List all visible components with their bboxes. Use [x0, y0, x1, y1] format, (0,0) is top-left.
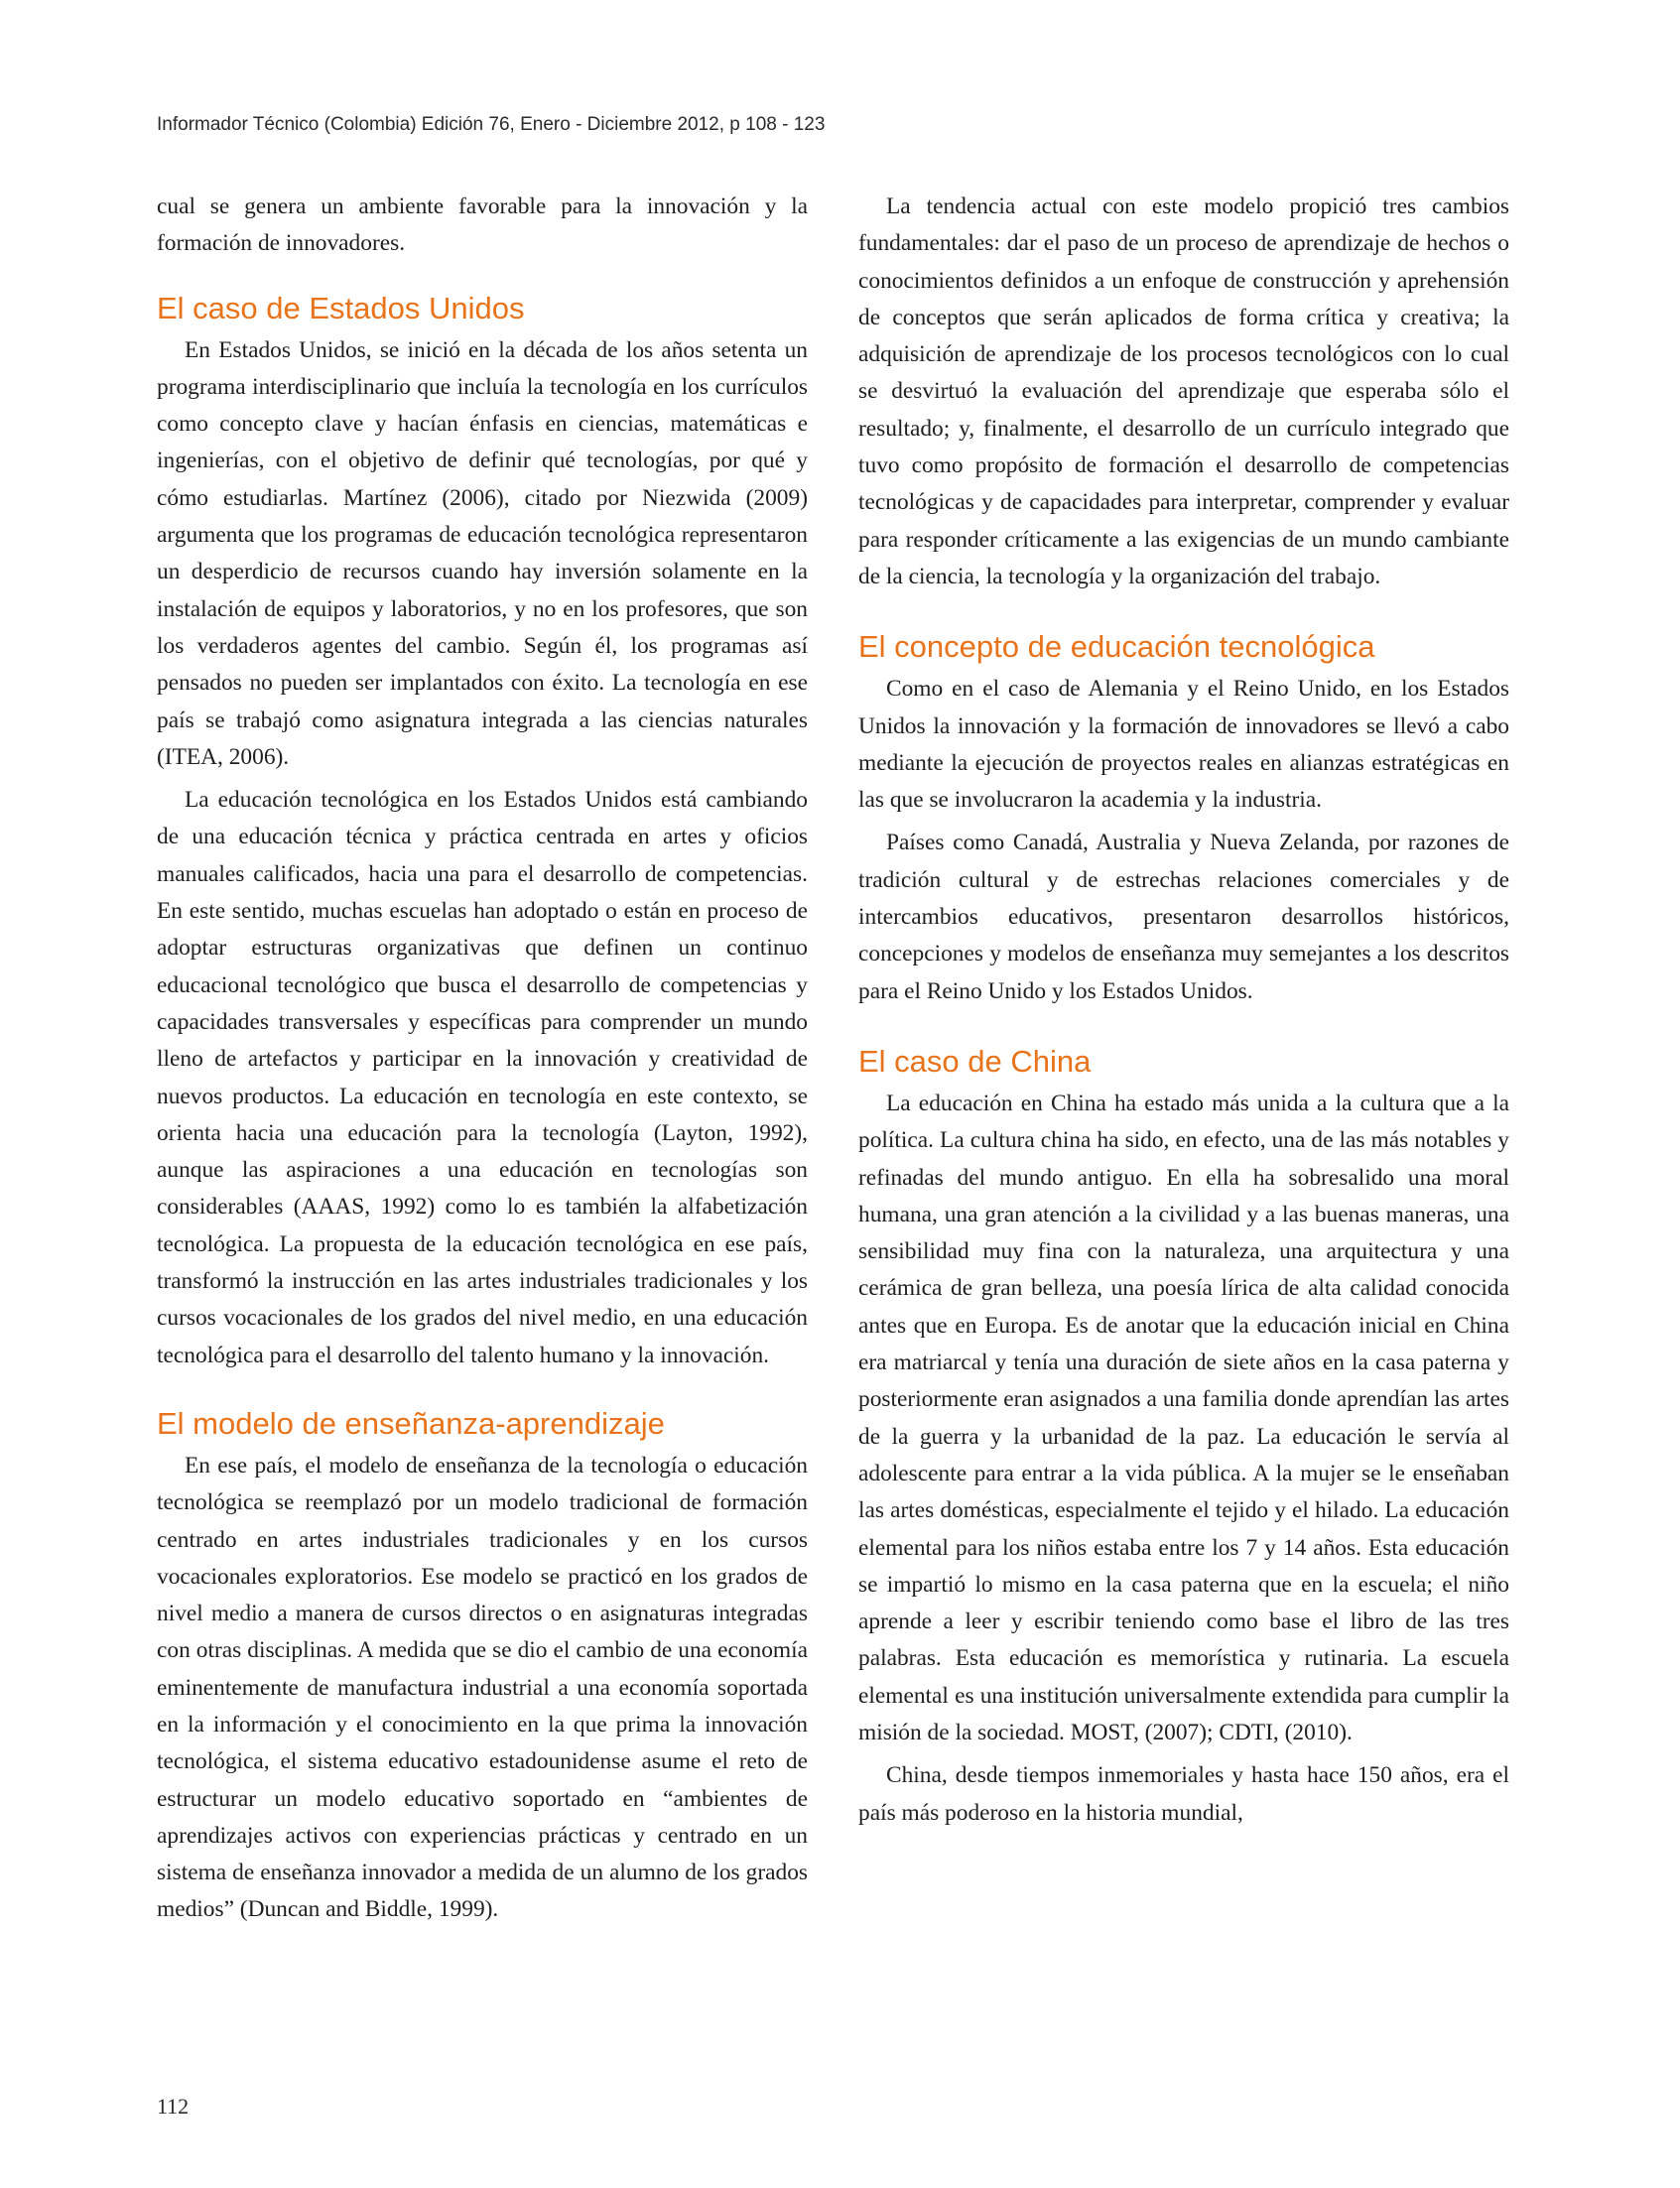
page-number: 112 [157, 2094, 190, 2119]
paragraph: La tendencia actual con este modelo propició tres cambios fundamentales: dar el paso de un proceso de aprendizaje de hechos o conocimientos definidos a un enfoque de construcción y aprehensión de conceptos que serán aplicados de forma crítica y creativa; la adquisición de aprendizaje de los procesos tecnológicos con lo cual se desvirtuó la evaluación del aprendizaje que esperaba sólo el resultado; y, finalmente, el desarrollo de un currículo integrado que tuvo como propósito de formación el desarrollo de competencias tecnológicas y de capacidades para interpretar, comprender y evaluar para responder críticamente a las exigencias de un mundo cambiante de la ciencia, la tecnología y la organización del trabajo. [858, 193, 1509, 589]
paragraph: cual se genera un ambiente favorable para la innovación y la formación de innovadores. [157, 193, 808, 257]
paragraph: Países como Canadá, Australia y Nueva Zelanda, por razones de tradición cultural y de estrechas relaciones comerciales y de intercambios educativos, presentaron desarrollos históricos, concepciones y modelos de enseñanza muy semejantes a los descritos para el Reino Unido y los Estados Unidos. [858, 830, 1509, 1004]
right-column [858, 189, 1509, 1832]
section-heading-estados-unidos: El caso de Estados Unidos [157, 290, 525, 325]
paragraph: Como en el caso de Alemania y el Reino Unido, en los Estados Unidos la innovación y la formación de innovadores se llevó a cabo mediante la ejecución de proyectos reales en alianzas estratégicas en las que se involucraron la academia y la industria. [858, 676, 1509, 814]
section-heading-concepto-educacion: El concepto de educación tecnológica [858, 629, 1375, 665]
running-header: Informador Técnico (Colombia) Edición 76, Enero - Diciembre 2012, p 108 - 123 [157, 114, 826, 135]
section-heading-modelo-ensenanza: El modelo de enseñanza-aprendizaje [157, 1405, 665, 1441]
paragraph: En Estados Unidos, se inició en la década de los años setenta un programa interdisciplinario que incluía la tecnología en los currículos como concepto clave y hacían énfasis en ciencias, matemáticas e ingenierías, con el objetivo de definir qué tecnologías, por qué y cómo estudiarlas. Martínez (2006), citado por Niezwida (2009) argumenta que los programas de educación tecnológica representaron un desperdicio de recursos cuando hay inversión solamente en la instalación de equipos y laboratorios, y no en los profesores, que son los verdaderos agentes del cambio. Según él, los programas así pensados no pueden ser implantados con éxito. La tecnología en ese país se trabajó como asignatura integrada a las ciencias naturales (ITEA, 2006). [157, 336, 808, 770]
left-column [157, 189, 808, 1929]
paragraph: La educación en China ha estado más unida a la cultura que a la política. La cultura china ha sido, en efecto, una de las más notables y refinadas del mundo antiguo. En ella ha sobresalido una moral humana, una gran atención a la civilidad y a las buenas maneras, una sensibilidad muy fina con la naturaleza, una arquitectura y una cerámica de gran belleza, una poesía lírica de alta calidad conocida antes que en Europa. Es de anotar que la educación inicial en China era matriarcal y tenía una duración de siete años en la casa paterna y posteriormente eran asignados a una familia donde aprendían las artes de la guerra y la urbanidad de la paz. La educación le servía al adolescente para entrar a la vida pública. A la mujer se le enseñaban las artes domésticas, especialmente el tejido y el hilado. La educación elemental para los niños estaba entre los 7 y 14 años. Esta educación se impartió lo mismo en la casa paterna que en la escuela; el niño aprende a leer y escribir teniendo como base el libro de las tres palabras. Esta educación es memorística y rutinaria. La escuela elemental es una institución universalmente extendida para cumplir la misión de la sociedad. MOST, (2007); CDTI, (2010). [858, 1090, 1509, 1745]
section-heading-china: El caso de China [858, 1043, 1092, 1079]
paragraph: China, desde tiempos inmemoriales y hasta hace 150 años, era el país más poderoso en la historia mundial, [858, 1762, 1509, 1826]
paragraph: La educación tecnológica en los Estados Unidos está cambiando de una educación técnica y práctica centrada en artes y oficios manuales calificados, hacia una para el desarrollo de competencias. En este sentido, muchas escuelas han adoptado o están en proceso de adoptar estructuras organizativas que definen un continuo educacional tecnológico que busca el desarrollo de competencias y capacidades transversales y específicas para comprender un mundo lleno de artefactos y participar en la innovación y creatividad de nuevos productos. La educación en tecnología en este contexto, se orienta hacia una educación para la tecnología (Layton, 1992), aunque las aspiraciones a una educación en tecnologías son considerables (AAAS, 1992) como lo es también la alfabetización tecnológica. La propuesta de la educación tecnológica en ese país, transformó la instrucción en las artes industriales tradicionales y los cursos vocacionales de los grados del nivel medio, en una educación tecnológica para el desarrollo del talento humano y la innovación. [157, 787, 808, 1368]
paragraph: En ese país, el modelo de enseñanza de la tecnología o educación tecnológica se reemplazó por un modelo tradicional de formación centrado en artes industriales tradicionales y en los cursos vocacionales exploratorios. Ese modelo se practicó en los grados de nivel medio a manera de cursos directos o en asignaturas integradas con otras disciplinas. A medida que se dio el cambio de una economía eminentemente de manufactura industrial a una economía soportada en la información y el conocimiento en la que prima la innovación tecnológica, el sistema educativo estadounidense asume el reto de estructurar un modelo educativo soportado en “ambientes de aprendizajes activos con experiencias prácticas y centrado en un sistema de enseñanza innovador a medida de un alumno de los grados medios” (Duncan and Biddle, 1999). [157, 1452, 808, 1923]
